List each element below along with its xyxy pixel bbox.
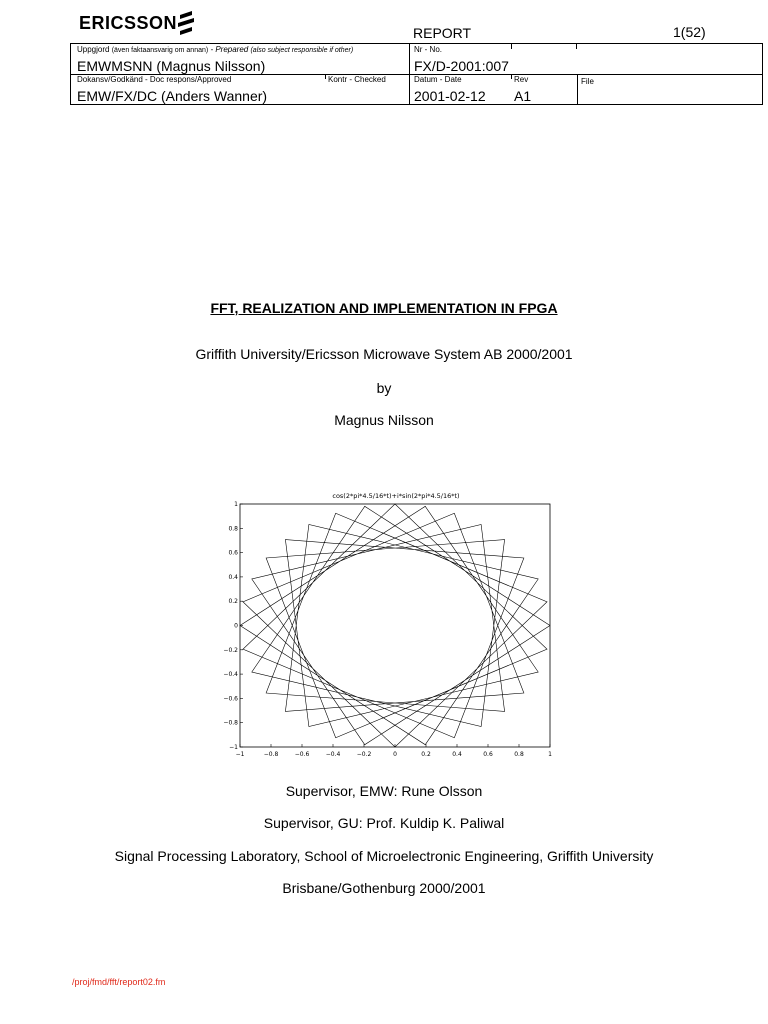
file-label: File [581, 77, 594, 86]
y-tick-label: −0.4 [223, 671, 238, 679]
x-tick-label: 0 [393, 751, 397, 758]
checked-label: Kontr - Checked [328, 75, 386, 84]
x-tick-label: 0.2 [421, 751, 431, 758]
x-tick-label: −0.8 [263, 751, 279, 758]
supervisor-emw: Supervisor, EMW: Rune Olsson [285, 783, 483, 799]
x-tick-label: 0.6 [483, 751, 493, 758]
rev-value: A1 [514, 88, 532, 104]
x-tick-label: −0.2 [356, 751, 372, 758]
rev-label: Rev [514, 75, 529, 84]
ericsson-logo-icon [176, 11, 196, 35]
prepared-label: Uppgjord (även faktaansvarig om annan) - Prepared (also subject responsible if other) [77, 45, 354, 54]
page-number: 1(52) [673, 24, 706, 40]
plot-title: cos(2*pi*4.5/16*t)+i*sin(2*pi*4.5/16*t) [332, 492, 460, 500]
supervisor-gu: Supervisor, GU: Prof. Kuldip K. Paliwal [263, 815, 505, 831]
place-year: Brisbane/Gothenburg 2000/2001 [282, 880, 486, 896]
approved-value: EMW/FX/DC (Anders Wanner) [77, 88, 268, 104]
x-tick-label: 1 [548, 751, 552, 758]
lab-affiliation: Signal Processing Laboratory, School of Microelectronic Engineering, Griffith University [114, 848, 654, 864]
y-tick-label: 0.6 [228, 549, 238, 557]
x-tick-label: −1 [235, 751, 245, 758]
y-tick-label: −0.6 [223, 695, 238, 703]
ericsson-logo-text: ERICSSON [79, 13, 178, 33]
plot-frame [240, 504, 550, 747]
approved-label: Dokansv/Godkänd - Doc respons/Approved [77, 75, 232, 84]
date-label: Datum - Date [414, 75, 462, 84]
date-value: 2001-02-12 [414, 88, 486, 104]
spectral-plot [223, 488, 558, 763]
y-tick-label: 0.8 [228, 525, 238, 533]
document-header-table [70, 43, 763, 105]
by-label: by [376, 380, 392, 396]
doc-number-value: FX/D-2001:007 [414, 58, 509, 74]
y-tick-label: 0.2 [228, 598, 238, 606]
report-label: REPORT [413, 25, 472, 41]
y-tick-label: 1 [234, 501, 238, 508]
y-tick-label: −0.2 [223, 646, 238, 654]
doc-number-label: Nr - No. [414, 45, 442, 54]
x-tick-label: 0.8 [514, 751, 524, 758]
series-line [240, 504, 550, 747]
x-tick-label: 0.4 [452, 751, 462, 758]
prepared-value: EMWMSNN (Magnus Nilsson) [77, 58, 266, 74]
file-path-footer: /proj/fmd/fft/report02.fm [72, 977, 166, 987]
report-subtitle: Griffith University/Ericsson Microwave System AB 2000/2001 [195, 346, 573, 362]
y-tick-label: −0.8 [223, 719, 238, 727]
y-tick-label: −1 [229, 744, 238, 751]
y-tick-label: 0 [234, 622, 238, 630]
x-tick-label: −0.6 [294, 751, 310, 758]
report-title: FFT, REALIZATION AND IMPLEMENTATION IN FPGA [210, 300, 558, 316]
y-tick-label: 0.4 [228, 573, 238, 581]
x-tick-label: −0.4 [325, 751, 341, 758]
author-name: Magnus Nilsson [334, 412, 434, 428]
